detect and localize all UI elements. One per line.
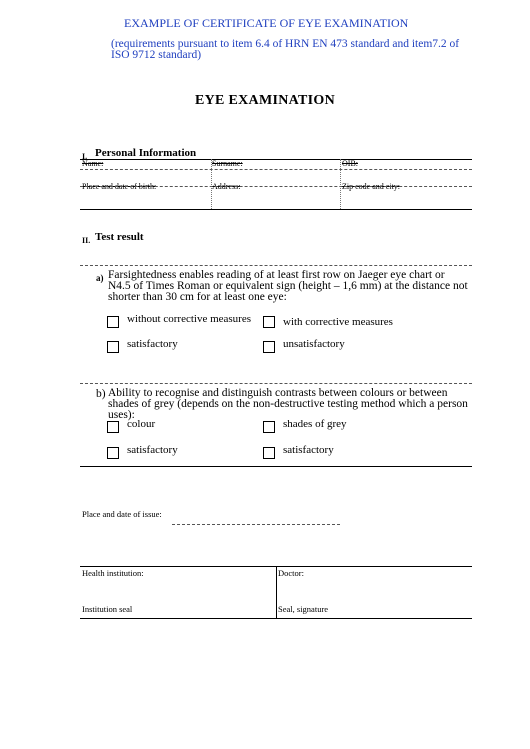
satisfactory-b2-checkbox[interactable] (263, 447, 275, 459)
name-field-label: Name: (82, 159, 104, 168)
satisfactory-a-checkbox[interactable] (107, 341, 119, 353)
seal-signature-label: Seal, signature (278, 604, 329, 614)
question-a-text: Farsightedness enables reading of at least first row on Jaeger eye chart or N4.5 of Times Roman or equivalent sign (height – 1,6 mm) at the distance not shorter than 30 cm for at least one eye: (108, 269, 468, 303)
question-b-top-rule (80, 383, 472, 384)
oib-field-label: OIB: (342, 159, 358, 168)
colour-checkbox[interactable] (107, 421, 119, 433)
satisfactory-b2-label: satisfactory (283, 444, 334, 456)
unsatisfactory-a-label: unsatisfactory (283, 338, 345, 350)
signature-divider (276, 566, 277, 618)
question-b-text: Ability to recognise and distinguish contrasts between colours or between shades of grey (depends on the non-destructive testing method which a person uses): (108, 387, 468, 421)
row-2-dashed-rule (80, 186, 472, 187)
health-institution-label: Health institution: (82, 568, 144, 578)
shades-of-grey-checkbox[interactable] (263, 421, 275, 433)
with-corrective-checkbox[interactable] (263, 316, 275, 328)
question-b-letter: b) (96, 388, 106, 400)
document-title: EYE EXAMINATION (195, 93, 335, 108)
surname-field-label: Surname: (212, 159, 243, 168)
test-result-bottom-rule (80, 466, 472, 467)
unsatisfactory-a-checkbox[interactable] (263, 341, 275, 353)
shades-of-grey-label: shades of grey (283, 418, 347, 430)
section-1-number: I. (82, 152, 88, 161)
satisfactory-b-label: satisfactory (127, 444, 178, 456)
zip-city-field-label: Zip code and city: (342, 182, 400, 191)
doctor-label: Doctor: (278, 568, 304, 578)
personal-info-bottom-rule (80, 209, 472, 210)
section-2-number: II. (82, 236, 91, 245)
question-a-top-rule (80, 265, 472, 266)
certificate-header-title: EXAMPLE OF CERTIFICATE OF EYE EXAMINATION (124, 16, 409, 30)
requirements-note: (requirements pursuant to item 6.4 of HRN EN 473 standard and item7.2 of ISO 9712 standard) (111, 38, 460, 61)
satisfactory-b-checkbox[interactable] (107, 447, 119, 459)
column-divider-2 (340, 159, 341, 209)
colour-label: colour (127, 418, 156, 430)
satisfactory-a-label: satisfactory (127, 338, 178, 350)
question-a-letter: a) (96, 273, 104, 283)
place-date-birth-label: Place and date of birth: (82, 182, 157, 191)
section-2-title: Test result (95, 231, 144, 243)
place-date-issue-label: Place and date of issue: (82, 509, 162, 519)
address-field-label: Address: (212, 182, 241, 191)
section-1-title: Personal Information (95, 147, 197, 159)
with-corrective-label: with corrective measures (283, 316, 393, 328)
institution-seal-label: Institution seal (82, 604, 133, 614)
row-1-dashed-rule (80, 169, 472, 170)
signature-bottom-rule (80, 618, 472, 619)
personal-info-top-rule (80, 159, 472, 160)
place-date-issue-line[interactable] (172, 524, 340, 525)
without-corrective-label: without corrective measures (127, 313, 252, 325)
without-corrective-checkbox[interactable] (107, 316, 119, 328)
